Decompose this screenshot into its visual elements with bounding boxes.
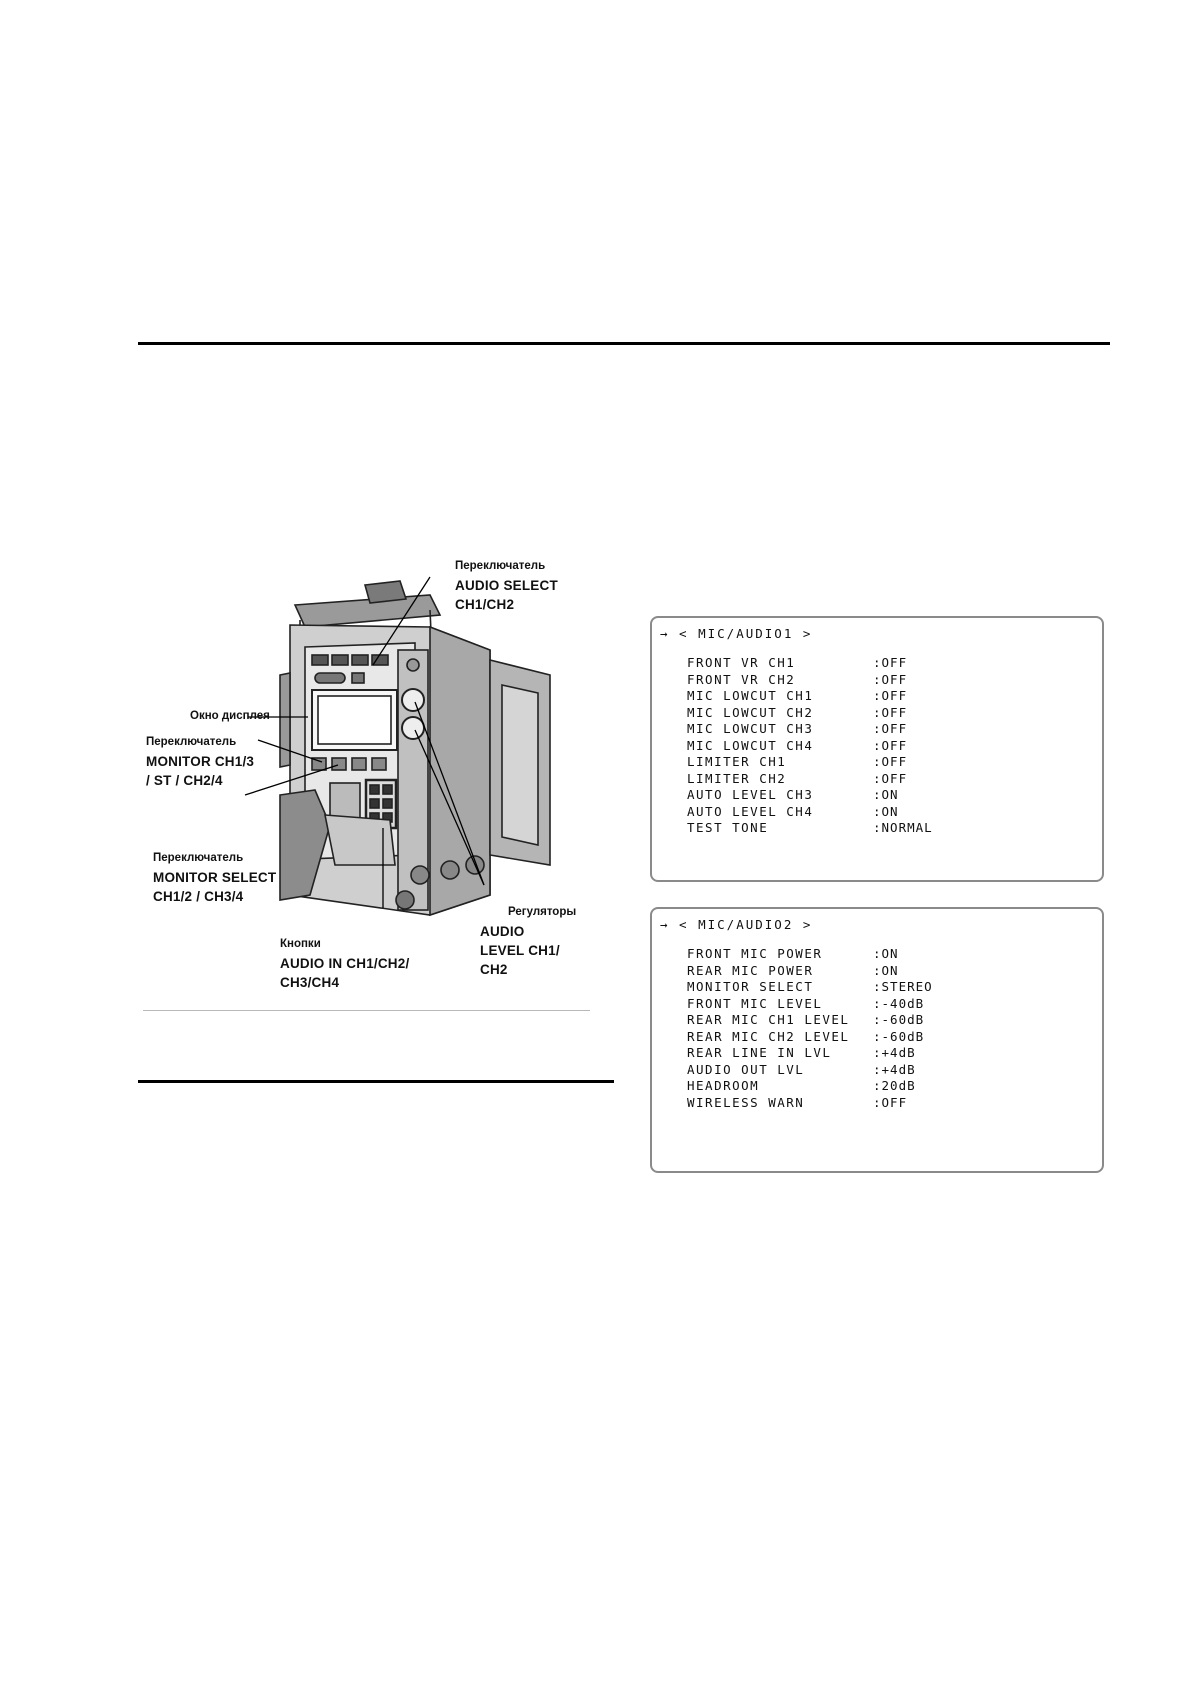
callout-audio-select-ru: Переключатель — [455, 560, 546, 572]
osd-mic-audio2-rows — [687, 946, 933, 1111]
osd-row-name: FRONT MIC POWER — [687, 946, 823, 961]
osd-row-value: :ON — [873, 962, 899, 978]
osd-row-value: :ON — [873, 787, 899, 802]
osd-row — [687, 771, 933, 788]
osd-row-value: :+4dB — [873, 1045, 916, 1060]
osd-row — [687, 1029, 933, 1046]
osd-row — [687, 787, 933, 804]
callout-monitor-select-en1: MONITOR SELECT — [153, 870, 277, 885]
callout-audio-select-en2: CH1/CH2 — [455, 597, 515, 612]
callout-regulators-en1: AUDIO — [480, 924, 525, 939]
osd-row-value: :-60dB — [873, 1012, 925, 1027]
osd-row — [687, 1078, 933, 1095]
callout-buttons — [280, 935, 409, 992]
osd-row-value: :OFF — [873, 1094, 908, 1110]
osd-row — [687, 1095, 933, 1112]
osd-row — [687, 979, 933, 996]
osd-mic-audio1-panel — [650, 616, 1104, 882]
osd-row-value: :NORMAL — [873, 820, 933, 835]
osd-row — [687, 738, 933, 755]
osd-row-name: MIC LOWCUT CH1 — [687, 688, 814, 703]
osd-row — [687, 688, 933, 705]
callout-monitor-select — [153, 849, 276, 906]
osd-row-name: REAR MIC CH1 LEVEL — [687, 1012, 850, 1027]
osd-mic-audio1-rows — [687, 655, 933, 837]
osd-row-name: REAR MIC CH2 LEVEL — [687, 1028, 850, 1044]
osd-row-value: :ON — [873, 803, 899, 819]
osd-row-value: :-60dB — [873, 1028, 925, 1044]
osd-row-value: :OFF — [873, 688, 908, 703]
osd-row-value: :+4dB — [873, 1061, 916, 1077]
osd-row — [687, 1062, 933, 1079]
osd-mic-audio1-title: → < MIC/AUDIO1 > — [660, 626, 813, 641]
osd-mic-audio2-title: → < MIC/AUDIO2 > — [660, 917, 813, 932]
callout-regulators-ru: Регуляторы — [508, 906, 577, 918]
callout-buttons-en2: CH3/CH4 — [280, 975, 340, 990]
osd-row-name: HEADROOM — [687, 1078, 760, 1093]
osd-row-name: REAR MIC POWER — [687, 962, 814, 978]
callout-buttons-en1: AUDIO IN CH1/CH2/ — [280, 956, 410, 971]
osd-row-value: :-40dB — [873, 995, 925, 1011]
osd-row-value: :OFF — [873, 671, 908, 687]
osd-row-name: WIRELESS WARN — [687, 1094, 805, 1110]
osd-row — [687, 705, 933, 722]
callout-regulators-en2: LEVEL CH1/ — [480, 943, 560, 958]
osd-row — [687, 721, 933, 738]
osd-row-name: AUTO LEVEL CH4 — [687, 803, 814, 819]
osd-row-value: :OFF — [873, 754, 908, 769]
osd-row-value: :STEREO — [873, 979, 933, 994]
callout-audio-select — [455, 557, 558, 614]
callout-display-ru: Окно дисплея — [190, 710, 270, 722]
osd-row-name: FRONT VR CH1 — [687, 655, 796, 670]
osd-row — [687, 672, 933, 689]
osd-row-name: LIMITER CH2 — [687, 770, 787, 786]
callout-monitor-select-ru: Переключатель — [153, 852, 244, 864]
osd-row-name: TEST TONE — [687, 820, 769, 835]
osd-row-value: :OFF — [873, 655, 908, 670]
osd-row-value: :20dB — [873, 1078, 916, 1093]
osd-row — [687, 946, 933, 963]
callout-regulators — [480, 903, 576, 979]
osd-row-name: MIC LOWCUT CH4 — [687, 737, 814, 753]
osd-row — [687, 804, 933, 821]
osd-row-value: :OFF — [873, 770, 908, 786]
callout-display — [190, 707, 270, 726]
callout-regulators-en3: CH2 — [480, 962, 508, 977]
osd-row-value: :OFF — [873, 721, 908, 736]
osd-row-name: MIC LOWCUT CH3 — [687, 721, 814, 736]
osd-row — [687, 655, 933, 672]
figure-rule-bottom — [138, 1080, 614, 1083]
osd-row-name: MONITOR SELECT — [687, 979, 814, 994]
osd-row-name: FRONT MIC LEVEL — [687, 995, 823, 1011]
osd-row-name: FRONT VR CH2 — [687, 671, 796, 687]
callout-monitor-en1: MONITOR CH1/3 — [146, 754, 255, 769]
section-rule-top — [138, 342, 1110, 345]
osd-row — [687, 754, 933, 771]
osd-row-name: MIC LOWCUT CH2 — [687, 704, 814, 720]
osd-row-value: :ON — [873, 946, 899, 961]
figure-rule-gray — [143, 1010, 590, 1011]
callout-buttons-ru: Кнопки — [280, 938, 321, 950]
osd-row-name: LIMITER CH1 — [687, 754, 787, 769]
osd-row-name: REAR LINE IN LVL — [687, 1045, 832, 1060]
osd-row-name: AUTO LEVEL CH3 — [687, 787, 814, 802]
callout-monitor-ru: Переключатель — [146, 736, 237, 748]
osd-row — [687, 996, 933, 1013]
callout-audio-select-en1: AUDIO SELECT — [455, 578, 558, 593]
osd-row-value: :OFF — [873, 704, 908, 720]
osd-row — [687, 820, 933, 837]
osd-mic-audio2-panel — [650, 907, 1104, 1173]
osd-row-name: AUDIO OUT LVL — [687, 1061, 805, 1077]
camera-audio-figure — [140, 560, 610, 995]
osd-row — [687, 963, 933, 980]
osd-row — [687, 1012, 933, 1029]
callout-monitor-select-en2: CH1/2 / CH3/4 — [153, 889, 244, 904]
callout-monitor — [146, 733, 254, 790]
osd-row — [687, 1045, 933, 1062]
callout-monitor-en2: / ST / CH2/4 — [146, 773, 223, 788]
osd-row-value: :OFF — [873, 737, 908, 753]
